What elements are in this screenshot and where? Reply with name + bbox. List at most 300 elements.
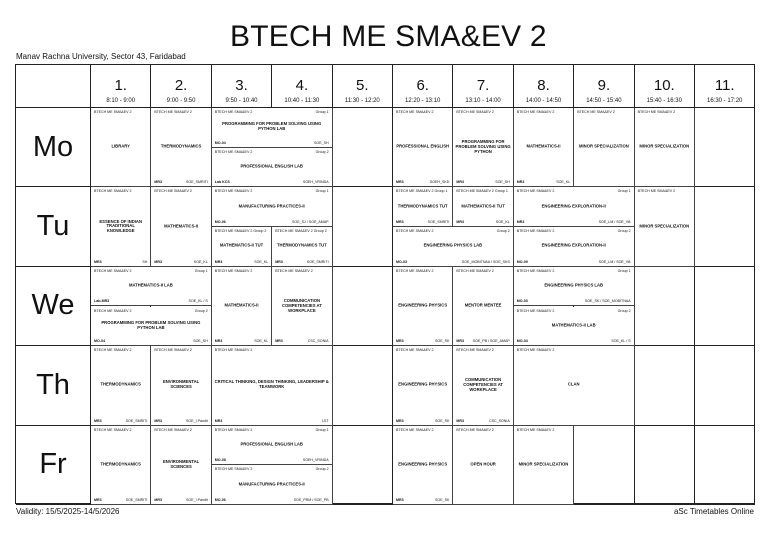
lesson-class (456, 269, 509, 273)
lesson-footer (94, 498, 147, 502)
lesson-card[interactable] (453, 346, 513, 425)
lesson-card[interactable] (453, 108, 513, 187)
lesson-card[interactable] (393, 426, 453, 505)
lesson-card[interactable] (514, 187, 635, 227)
lesson-class-name: BTECH ME SMA&EV 2 Group 1 (456, 189, 508, 194)
lesson-card[interactable] (574, 108, 634, 187)
period-number: 4. (295, 77, 309, 94)
period-header (272, 65, 332, 108)
lesson-class-name: BTECH ME SMA&EV 2 (456, 268, 494, 273)
lesson-card[interactable] (151, 108, 211, 187)
lesson-class (154, 428, 207, 432)
lesson-room: MR3 (456, 180, 464, 185)
lesson-subject: THERMODYNAMICS TUT (276, 243, 327, 249)
lesson-room: MR3 (456, 418, 464, 423)
period-header (514, 65, 574, 108)
period-header (393, 65, 453, 108)
lesson-room: MR3 (94, 497, 102, 502)
lesson-class (396, 189, 449, 193)
lesson-teacher: SOE_SH (495, 180, 510, 185)
lesson-class (94, 309, 208, 313)
lesson-card[interactable] (393, 267, 453, 346)
lesson-room: MR3 (396, 418, 404, 423)
lesson-class-name: BTECH ME SMA&EV 2 (396, 268, 434, 273)
lesson-subject: MATHEMATICS-II TUT (461, 203, 505, 209)
lesson-room: MR3 (214, 418, 223, 423)
lesson-footer (456, 180, 509, 184)
period-header (695, 65, 755, 108)
day-label: Tu (16, 187, 91, 266)
period-header (635, 65, 695, 108)
lesson-class (638, 110, 691, 114)
lesson-class (638, 189, 691, 193)
lesson-subject: PROFESSIONAL ENGLISH LAB (240, 163, 303, 169)
lesson-teacher: SOE_SMRITI (125, 418, 148, 423)
period-number: 6. (416, 77, 429, 94)
lesson-card[interactable] (212, 426, 333, 466)
lesson-subject: ENGINEERING PHYSICS LAB (544, 282, 604, 288)
lesson-teacher: SOE_KL (556, 180, 571, 185)
lesson-class (215, 110, 329, 114)
lesson-card[interactable] (91, 108, 151, 187)
lesson-card[interactable] (212, 227, 272, 267)
lesson-footer (94, 339, 208, 343)
lesson-card[interactable] (453, 267, 513, 346)
lesson-footer (396, 419, 449, 423)
lesson-room: MR3 (275, 259, 283, 264)
lesson-subject: PROGRAMMING FOR PROBLEM SOLVING USING PYTHON LAB (222, 121, 322, 132)
lesson-teacher: SOE_KL (254, 339, 269, 344)
slot-cell (695, 187, 755, 266)
lesson-card[interactable] (91, 187, 151, 266)
lesson-group: Group 2 (315, 149, 329, 154)
lesson-room: MR3 (154, 259, 162, 264)
lesson-room: MO-09 (516, 259, 528, 264)
lesson-teacher: SOE_SJ / SOE_AMAP (292, 220, 329, 225)
day-label: Th (16, 346, 91, 425)
lesson-class-name: BTECH ME SMA&EV 2 (94, 110, 132, 114)
lesson-room: MR3 (516, 220, 525, 225)
lesson-footer (396, 220, 449, 224)
lesson-room: MR3 (94, 259, 102, 264)
lesson-footer (396, 339, 449, 343)
lesson-subject: MATHEMATICS-II (526, 143, 561, 149)
lesson-group: Group 2 (496, 229, 510, 234)
lesson-card[interactable] (393, 346, 453, 425)
lesson-card[interactable] (212, 108, 333, 148)
lesson-class (456, 189, 509, 193)
lesson-class (456, 110, 509, 114)
period-time: 15:40 - 16:30 (646, 98, 682, 104)
lesson-class (517, 110, 570, 114)
lesson-footer (215, 220, 329, 224)
lesson-teacher: CSC_SONIA (489, 418, 510, 423)
lesson-footer (94, 299, 208, 303)
lesson-card[interactable] (635, 187, 695, 266)
lesson-card[interactable] (212, 187, 333, 227)
lesson-card[interactable] (212, 346, 333, 425)
lesson-class (396, 348, 449, 352)
lesson-class-name: BTECH ME SMA&EV 2 (516, 268, 555, 273)
period-number: 2. (174, 77, 188, 94)
period-header (333, 65, 393, 108)
lesson-class (215, 467, 329, 471)
lesson-footer (215, 180, 329, 184)
lesson-subject: ENGINEERING PHYSICS (398, 302, 448, 308)
lesson-class-name: BTECH ME SMA&EV 2 (94, 308, 132, 313)
lesson-teacher: SOE_KL / S (611, 339, 631, 344)
lesson-class-name: BTECH ME SMA&EV 2 (154, 427, 192, 432)
lesson-class-name: BTECH ME SMA&EV 2 (516, 189, 555, 194)
lesson-class-name: BTECH ME SMA&EV 2 (214, 427, 253, 432)
lesson-card[interactable] (151, 346, 211, 425)
lesson-room: MR3 (456, 220, 464, 225)
lesson-class (396, 110, 449, 114)
lesson-class (396, 229, 510, 233)
header-corner (16, 65, 91, 108)
lesson-footer (215, 419, 329, 423)
lesson-footer (94, 260, 147, 264)
lesson-room: MR3 (396, 220, 404, 225)
lesson-class (154, 348, 207, 352)
lesson-footer (396, 498, 449, 502)
lesson-subject: ENGINEERING PHYSICS (398, 461, 448, 467)
period-number: 3. (235, 77, 248, 94)
lesson-subject: COMMUNICATION COMPETENCIES AT WORKPLACE (281, 297, 322, 313)
lesson-teacher: SOEH_SKD (429, 180, 450, 185)
lesson-room: MR3 (94, 418, 102, 423)
lesson-class (577, 110, 630, 114)
lesson-card[interactable] (91, 307, 212, 347)
lesson-teacher: SOE_KL (193, 259, 208, 264)
lesson-subject: PROFESSIONAL ENGLISH (396, 143, 450, 149)
lesson-class (94, 110, 147, 114)
lesson-footer (154, 260, 207, 264)
lesson-group: Group 1 (315, 189, 329, 194)
lesson-footer (154, 498, 207, 502)
lesson-class (517, 348, 631, 352)
lesson-teacher: SOE_I Pandit (186, 418, 208, 423)
lesson-teacher: SOE_KL (254, 259, 269, 264)
lesson-class (215, 269, 268, 273)
lesson-class (154, 189, 207, 193)
lesson-footer (215, 260, 268, 264)
lesson-card[interactable] (514, 227, 635, 267)
slot-cell (635, 426, 695, 505)
lesson-subject: ENGINEERING EXPLORATION-II (541, 243, 606, 249)
lesson-group: Group 1 (617, 268, 631, 273)
lesson-class (456, 428, 509, 432)
lesson-card[interactable] (151, 187, 211, 266)
lesson-footer (517, 299, 631, 303)
lesson-class (517, 309, 631, 313)
lesson-class (396, 428, 449, 432)
day-label: Fr (16, 426, 91, 505)
lesson-footer (275, 339, 328, 343)
lesson-room: MR3 (214, 259, 223, 264)
lesson-room: Lab-MR3 (94, 299, 110, 304)
lesson-group: Group 1 (194, 268, 208, 273)
lesson-teacher: SOE_SK (435, 497, 450, 502)
lesson-subject: MINOR SPECIALIZATION (639, 223, 690, 229)
lesson-subject: PROGRAMMING FOR PROBLEM SOLVING USING PYTHON LAB (101, 320, 201, 330)
lesson-card[interactable] (514, 426, 574, 505)
lesson-footer (215, 498, 329, 502)
lesson-subject: ENVIRONMENTAL SCIENCES (162, 458, 200, 469)
lesson-card[interactable] (514, 307, 635, 347)
day-label: We (16, 267, 91, 346)
lesson-teacher: SOE_SMRITI (306, 259, 329, 264)
lesson-teacher: SOE_SK (435, 339, 450, 344)
lesson-room: MO-03 (516, 299, 528, 304)
lesson-subject: MINOR SPECIALIZATION (639, 143, 690, 149)
lesson-class-name: BTECH ME SMA&EV 2 (456, 427, 494, 432)
period-number: 1. (114, 77, 127, 94)
lesson-subject: THERMODYNAMICS (100, 381, 141, 387)
lesson-room: MR3 (154, 180, 162, 185)
lesson-group: Group 1 (315, 110, 329, 114)
lesson-room: MR3 (396, 180, 404, 185)
lesson-class-name: BTECH ME SMA&EV 2 Group 2 (214, 229, 267, 234)
period-time: 12:20 - 13:10 (405, 98, 441, 104)
lesson-subject: MINOR SPECIALIZATION (518, 461, 569, 467)
period-time: 9:50 - 10:40 (225, 98, 258, 104)
lesson-footer (456, 339, 509, 343)
lesson-card[interactable] (212, 148, 333, 188)
lesson-room: MO-04 (516, 339, 528, 344)
institution-name: Manav Rachna University, Sector 43, Faridabad (16, 52, 186, 61)
lesson-class (517, 229, 631, 233)
lesson-subject: THERMODYNAMICS (160, 143, 202, 149)
slot-cell (695, 267, 755, 346)
lesson-teacher: SOE_LM / SOE_VB (598, 220, 631, 225)
lesson-teacher: SOE_LM / SOE_VB (598, 259, 631, 264)
lesson-card[interactable] (393, 227, 514, 267)
period-header (574, 65, 634, 108)
lesson-class-name: BTECH ME SMA&EV 2 (637, 110, 676, 114)
lesson-class (94, 269, 208, 273)
lesson-group: Group 1 (315, 427, 329, 432)
lesson-footer (215, 141, 329, 145)
lesson-card[interactable] (272, 267, 332, 346)
lesson-card[interactable] (393, 108, 453, 187)
lesson-card[interactable] (212, 465, 333, 505)
lesson-footer (94, 419, 147, 423)
lesson-footer (517, 260, 631, 264)
lesson-teacher: CSC_SONIA (307, 339, 329, 344)
lesson-subject: MATHEMATICS-II (224, 302, 259, 308)
period-header (453, 65, 513, 108)
lesson-subject: COMMUNICATION COMPETENCIES AT WORKPLACE (463, 377, 503, 392)
lesson-footer (456, 419, 509, 423)
lesson-class-name: BTECH ME SMA&EV 2 (516, 229, 555, 234)
period-number: 11. (714, 77, 735, 94)
lesson-subject: MINOR SPECIALIZATION (579, 143, 629, 149)
lesson-teacher: SOE_SK / SOE_MOBITNAA (584, 299, 631, 304)
lesson-footer (275, 260, 328, 264)
lesson-card[interactable] (393, 187, 453, 227)
lesson-class-name: BTECH ME SMA&EV 2 (275, 268, 313, 273)
lesson-subject: MATHEMATICS-II TUT (219, 243, 264, 249)
lesson-subject: OPEN HOUR (470, 461, 496, 467)
lesson-footer (517, 339, 631, 343)
lesson-card[interactable] (514, 346, 635, 425)
lesson-footer (154, 419, 207, 423)
lesson-group: Group 2 (617, 229, 631, 234)
slot-cell (333, 267, 393, 346)
lesson-class (275, 269, 328, 273)
lesson-class (517, 189, 631, 193)
lesson-card[interactable] (514, 108, 574, 187)
lesson-room: MO-06 (214, 220, 226, 225)
slot-cell (333, 187, 393, 266)
validity-text: Validity: 15/5/2025-14/5/2026 (16, 507, 120, 516)
lesson-footer (517, 220, 631, 224)
lesson-card[interactable] (272, 227, 332, 267)
lesson-footer (154, 180, 207, 184)
period-time: 14:00 - 14:50 (525, 98, 562, 104)
lesson-class (94, 428, 147, 432)
lesson-class-name: BTECH ME SMA&EV 2 (214, 189, 253, 194)
lesson-subject: MATHEMATICS-II LAB (551, 322, 596, 328)
lesson-class-name: BTECH ME SMA&EV 2 (516, 308, 555, 313)
lesson-class-name: BTECH ME SMA&EV 2 (154, 189, 192, 194)
lesson-class-name: BTECH ME SMA&EV 2 (214, 467, 253, 472)
lesson-card[interactable] (212, 267, 272, 346)
lesson-teacher: SOE_SMRITI (125, 497, 148, 502)
lesson-class-name: BTECH ME SMA&EV 2 Group 2 (275, 229, 327, 234)
lesson-room: MO-08 (214, 458, 226, 463)
lesson-subject: THERMODYNAMICS TUT (397, 203, 448, 209)
lesson-class-name: BTECH ME SMA&EV 2 (577, 110, 615, 114)
lesson-card[interactable] (453, 426, 513, 505)
lesson-room: MO-04 (214, 140, 226, 145)
lesson-subject: ENGINEERING EXPLORATION-II (541, 203, 606, 209)
lesson-subject: CRITICAL THINKING, DESIGN THINKING, LEADERSHIP & TEAMWORK (214, 379, 329, 390)
lesson-class-name: BTECH ME SMA&EV 2 (516, 348, 555, 353)
lesson-group: Group 2 (315, 467, 329, 472)
period-time: 8:10 - 9:00 (106, 98, 136, 104)
lesson-footer (517, 180, 570, 184)
lesson-subject: PROGRAMMING FOR PROBLEM SOLVING USING PYTHON (455, 138, 511, 154)
lesson-footer (215, 458, 329, 462)
lesson-class-name: BTECH ME SMA&EV 2 (396, 348, 434, 353)
lesson-class-name: BTECH ME SMA&EV 2 (214, 268, 253, 273)
lesson-subject: THERMODYNAMICS (100, 461, 141, 467)
period-time: 14:50 - 15:40 (586, 98, 622, 104)
lesson-card[interactable] (91, 426, 151, 505)
lesson-class-name: BTECH ME SMA&EV 2 (154, 348, 192, 353)
lesson-teacher: SOEH_VRINDA (302, 458, 329, 463)
brand-text: aSc Timetables Online (673, 507, 754, 516)
slot-cell (333, 108, 393, 187)
lesson-group: Group 2 (194, 308, 208, 313)
lesson-class (154, 110, 207, 114)
lesson-teacher: SH (142, 259, 148, 264)
lesson-subject: LIBRARY (111, 143, 130, 149)
slot-cell (695, 108, 755, 187)
lesson-subject: MENTOR MENTEE (464, 302, 502, 308)
lesson-card[interactable] (453, 187, 513, 227)
lesson-footer (396, 260, 510, 264)
period-header (91, 65, 151, 108)
lesson-class-name: BTECH ME SMA&EV 2 (396, 427, 434, 432)
lesson-room: MR3 (396, 497, 404, 502)
lesson-teacher: SOE_SMRITI (427, 220, 450, 225)
lesson-room: MR3 (214, 339, 223, 344)
lesson-class-name: BTECH ME SMA&EV 2 (154, 110, 192, 114)
period-number: 8. (537, 77, 550, 94)
day-label: Mo (16, 108, 91, 187)
lesson-class-name: BTECH ME SMA&EV 2 (516, 110, 555, 114)
lesson-class-name: BTECH ME SMA&EV 2 (637, 189, 676, 194)
lesson-class-name: BTECH ME SMA&EV 2 Group 1 (396, 189, 448, 194)
slot-cell (333, 426, 393, 505)
lesson-teacher: LST (322, 418, 329, 423)
period-header (151, 65, 211, 108)
lesson-group: Group 1 (617, 189, 631, 194)
lesson-class-name: BTECH ME SMA&EV 2 (456, 348, 494, 353)
lesson-card[interactable] (635, 108, 695, 187)
slot-cell (695, 346, 755, 425)
lesson-footer (215, 339, 268, 343)
period-time: 13:10 - 14:00 (465, 98, 501, 104)
lesson-class-name: BTECH ME SMA&EV 2 (94, 268, 132, 273)
lesson-class (94, 348, 147, 352)
slot-cell (333, 346, 393, 425)
lesson-subject: ESSENCE OF INDIAN TRADITIONAL KNOWLEDGE (99, 218, 142, 233)
lesson-class (517, 269, 631, 273)
lesson-subject: MATHEMATICS-II LAB (128, 282, 173, 288)
lesson-room: MR3 (275, 339, 283, 344)
lesson-class-name: BTECH ME SMA&EV 2 (214, 149, 253, 154)
lesson-teacher: SOE_SH (314, 140, 329, 145)
lesson-footer (456, 220, 509, 224)
period-time: 10:40 - 11:30 (284, 98, 320, 104)
period-time: 11:30 - 12:20 (344, 98, 380, 104)
lesson-footer (396, 180, 449, 184)
period-time: 16:30 - 17:20 (707, 98, 743, 104)
period-header (212, 65, 272, 108)
lesson-class (215, 150, 329, 154)
lesson-card[interactable] (514, 267, 635, 307)
lesson-class-name: BTECH ME SMA&EV 2 (94, 189, 132, 194)
lesson-class-name: BTECH ME SMA&EV 2 (94, 427, 132, 432)
period-number: 7. (476, 77, 490, 94)
lesson-teacher: SOEH_VRINDA (302, 180, 329, 185)
slot-cell (635, 267, 695, 346)
lesson-teacher: SOE_SMRITI (186, 180, 208, 185)
lesson-teacher: SOE_KL / S (188, 299, 208, 304)
lesson-room: MR3 (516, 180, 525, 185)
lesson-card[interactable] (91, 267, 212, 307)
period-number: 10. (653, 77, 675, 94)
slot-cell (574, 426, 634, 505)
lesson-class-name: BTECH ME SMA&EV 2 (214, 110, 253, 114)
lesson-card[interactable] (151, 426, 211, 505)
slot-cell (635, 346, 695, 425)
lesson-teacher: SOE_SH (193, 339, 208, 344)
lesson-subject: ENGINEERING PHYSICS LAB (423, 243, 483, 249)
lesson-teacher: SOE_SK (435, 418, 450, 423)
lesson-class (215, 428, 329, 432)
lesson-card[interactable] (91, 346, 151, 425)
period-number: 5. (356, 77, 369, 94)
lesson-room: MO-04 (94, 339, 105, 344)
lesson-class (517, 428, 570, 432)
lesson-subject: MANUFACTURING PRACTICES-II (238, 481, 305, 487)
lesson-subject: ENGINEERING PHYSICS (398, 381, 448, 387)
